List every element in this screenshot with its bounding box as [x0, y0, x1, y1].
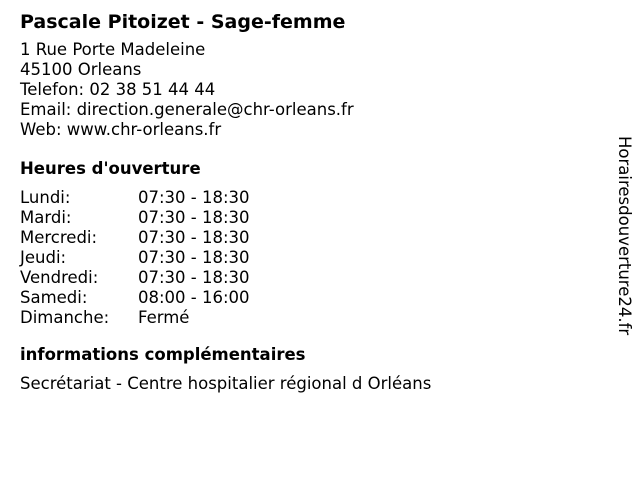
hours-row-tuesday	[20, 208, 600, 228]
hours-row-thursday	[20, 248, 600, 268]
time-value: 07:30 - 18:30	[138, 188, 250, 207]
day-label: Mercredi:	[20, 228, 98, 247]
day-label: Mardi:	[20, 208, 72, 227]
city-line: 45100 Orleans	[20, 60, 142, 79]
hours-row-wednesday	[20, 228, 600, 248]
additional-info-heading: informations complémentaires	[20, 345, 306, 364]
day-label: Samedi:	[20, 288, 88, 307]
email-line: Email: direction.generale@chr-orleans.fr	[20, 100, 354, 119]
street-address: 1 Rue Porte Madeleine	[20, 40, 206, 59]
additional-info-text: Secrétariat - Centre hospitalier régional d Orléans	[20, 374, 432, 393]
time-value: Fermé	[138, 308, 190, 327]
hours-row-saturday	[20, 288, 600, 308]
hours-row-monday	[20, 188, 600, 208]
time-value: 07:30 - 18:30	[138, 208, 250, 227]
site-brand-label: Horairesdouverture24.fr	[615, 136, 634, 336]
web-line: Web: www.chr-orleans.fr	[20, 120, 222, 139]
time-value: 07:30 - 18:30	[138, 248, 250, 267]
business-name: Pascale Pitoizet - Sage-femme	[20, 11, 346, 33]
opening-hours-table	[20, 188, 600, 328]
hours-row-friday	[20, 268, 600, 288]
day-label: Dimanche:	[20, 308, 110, 327]
opening-hours-heading: Heures d'ouverture	[20, 159, 201, 178]
hours-row-sunday	[20, 308, 600, 328]
time-value: 08:00 - 16:00	[138, 288, 250, 307]
phone-line: Telefon: 02 38 51 44 44	[20, 80, 216, 99]
time-value: 07:30 - 18:30	[138, 268, 250, 287]
time-value: 07:30 - 18:30	[138, 228, 250, 247]
business-card	[20, 8, 600, 394]
day-label: Vendredi:	[20, 268, 99, 287]
day-label: Jeudi:	[20, 248, 67, 267]
day-label: Lundi:	[20, 188, 71, 207]
